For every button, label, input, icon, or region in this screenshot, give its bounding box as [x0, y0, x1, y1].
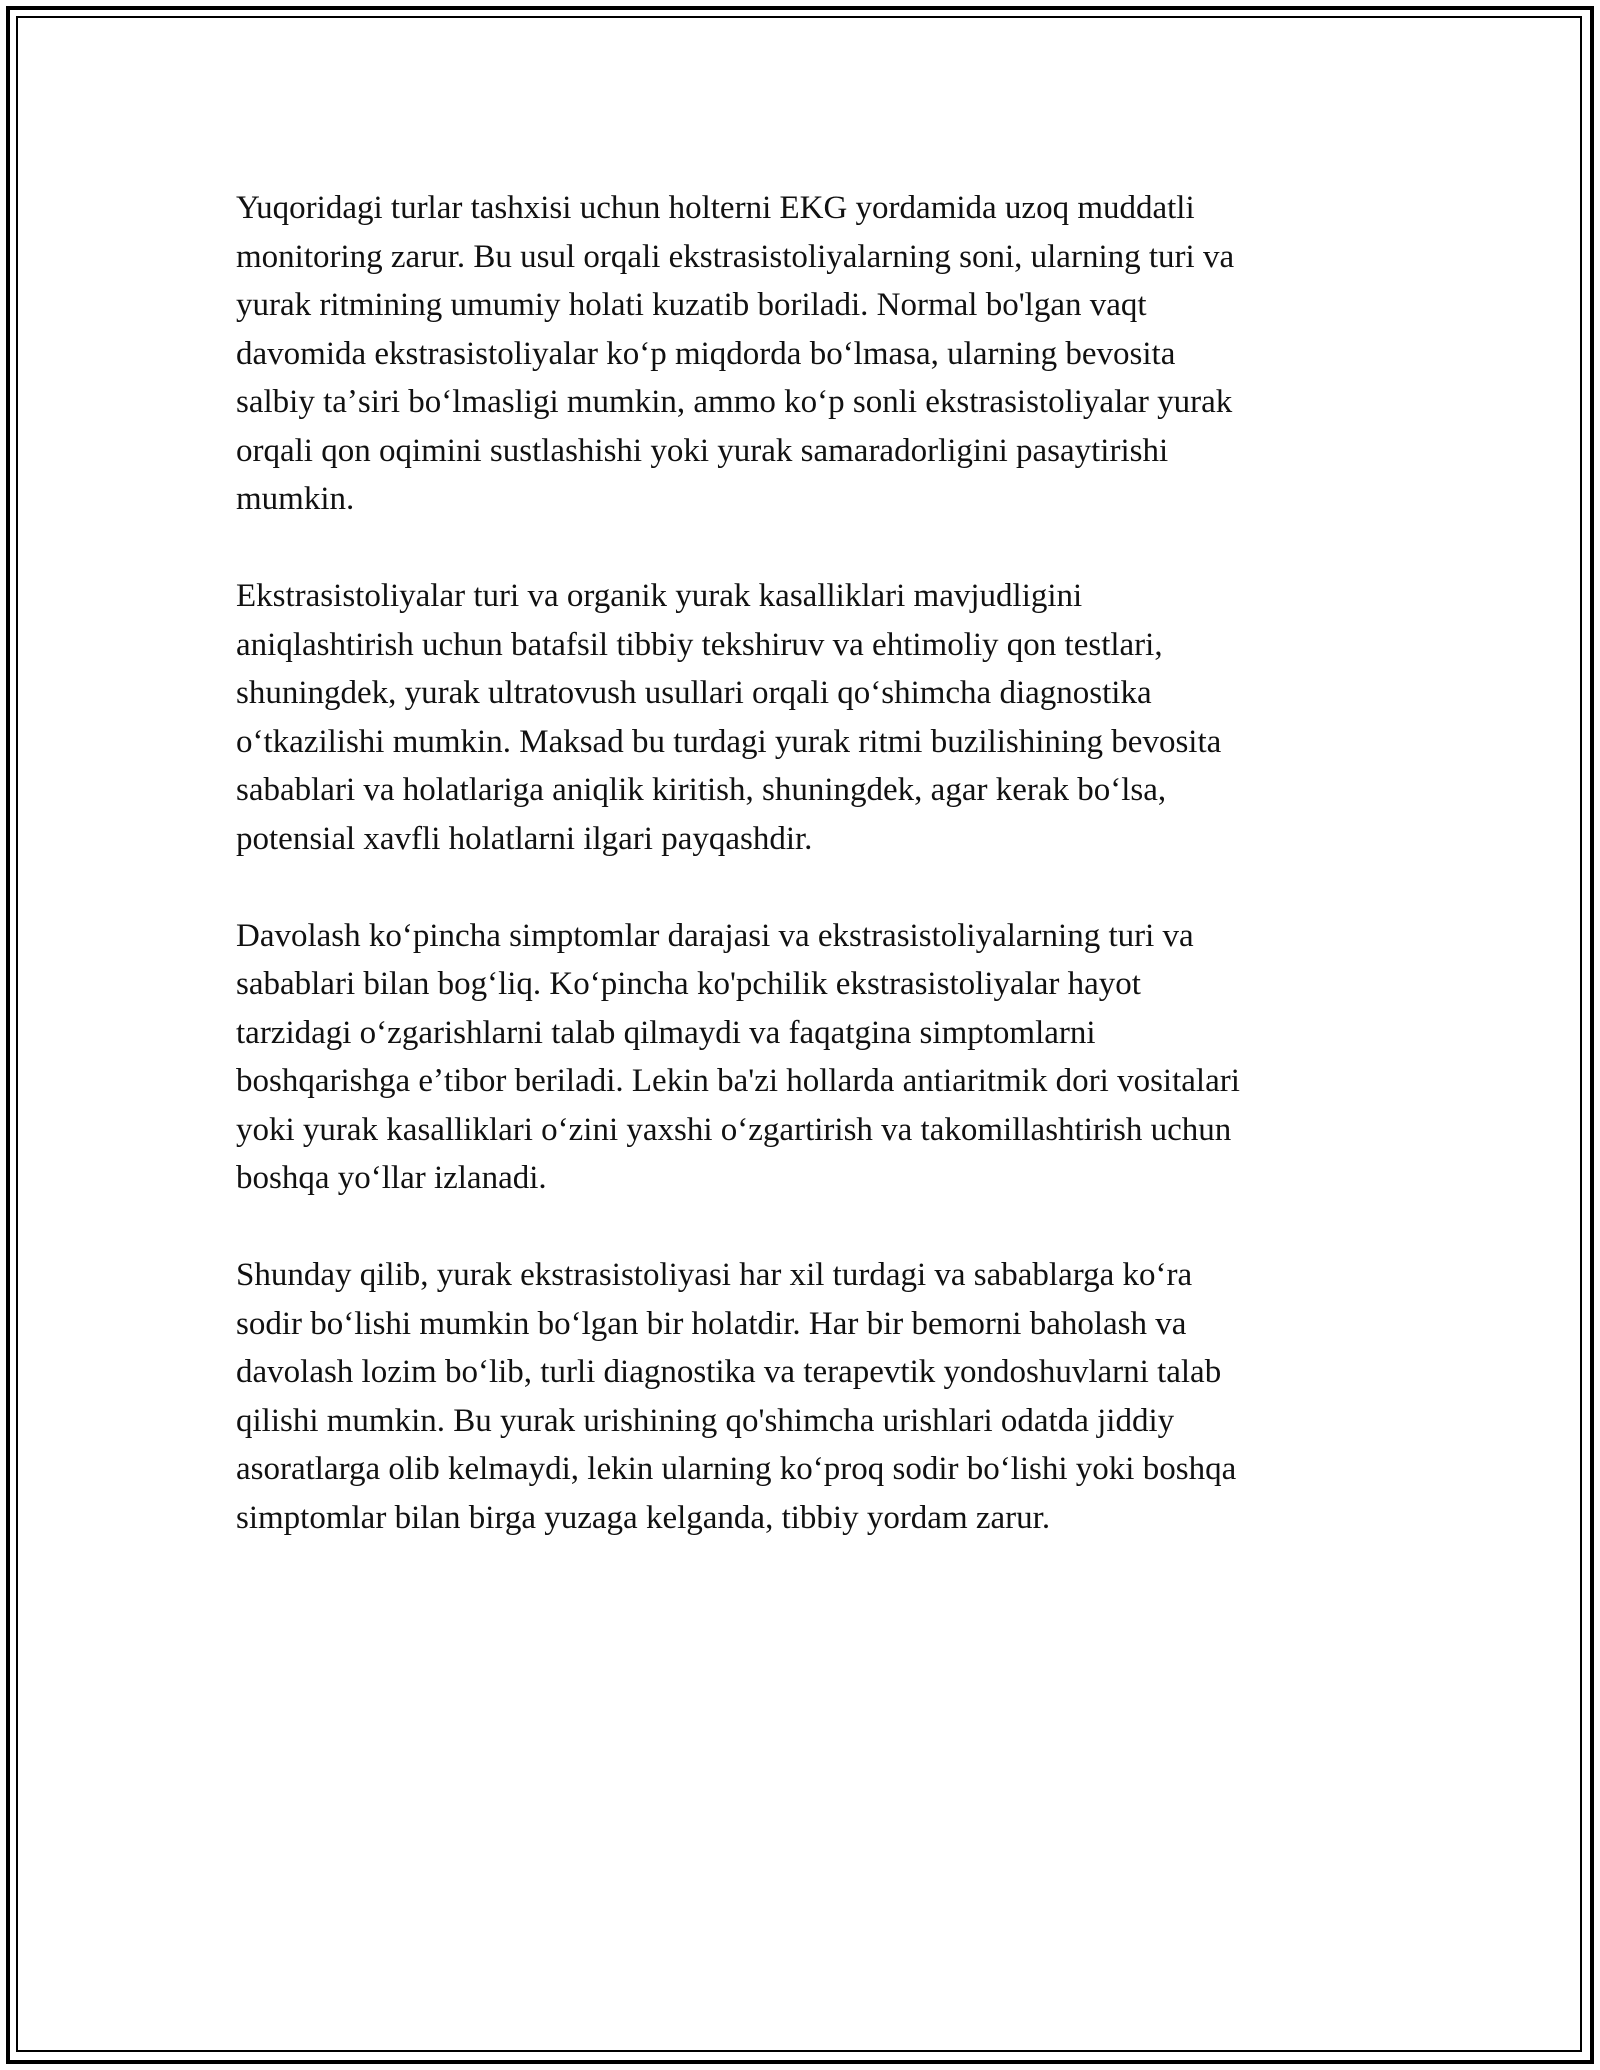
- text-line: oʻtkazilishi mumkin. Maksad bu turdagi yurak ritmi buzilishining bevosita: [236, 723, 1222, 760]
- text-line: boshqa yoʻllar izlanadi.: [236, 1160, 547, 1196]
- paragraph-2: [236, 572, 1366, 863]
- text-line: Shunday qilib, yurak ekstrasistoliyasi har xil turdagi va sabablarga koʻra: [236, 1257, 1193, 1293]
- text-line: qilishi mumkin. Bu yurak urishining qo'shimcha urishlari odatda jiddiy: [236, 1402, 1175, 1439]
- text-line: sabablari va holatlariga aniqlik kiritish, shuningdek, agar kerak boʻlsa,: [236, 772, 1167, 808]
- text-line: simptomlar bilan birga yuzaga kelganda, tibbiy yordam zarur.: [236, 1499, 1051, 1536]
- text-line: monitoring zarur. Bu usul orqali ekstrasistoliyalarning soni, ularning turi va: [236, 238, 1235, 275]
- paragraph-1: [236, 184, 1366, 524]
- text-line: boshqarishga eʼtibor beriladi. Lekin ba'zi hollarda antiaritmik dori vositalari: [236, 1063, 1240, 1099]
- document-body: [236, 184, 1366, 1591]
- text-line: orqali qon oqimini sustlashishi yoki yurak samaradorligini pasaytirishi: [236, 432, 1169, 469]
- text-line: sabablari bilan bogʻliq. Koʻpincha ko'pchilik ekstrasistoliyalar hayot: [236, 966, 1141, 1002]
- text-line: salbiy taʼsiri boʻlmasligi mumkin, ammo koʻp sonli ekstrasistoliyalar yurak: [236, 384, 1233, 420]
- text-line: Yuqoridagi turlar tashxisi uchun holterni EKG yordamida uzoq muddatli: [236, 190, 1195, 226]
- text-line: asoratlarga olib kelmaydi, lekin ularning koʻproq sodir boʻlishi yoki boshqa: [236, 1451, 1237, 1487]
- text-line: sodir boʻlishi mumkin boʻlgan bir holatdir. Har bir bemorni baholash va: [236, 1305, 1187, 1342]
- text-line: potensial xavfli holatlarni ilgari payqashdir.: [236, 820, 813, 857]
- text-line: Davolash koʻpincha simptomlar darajasi va ekstrasistoliyalarning turi va: [236, 917, 1194, 954]
- text-line: tarzidagi oʻzgarishlarni talab qilmaydi va faqatgina simptomlarni: [236, 1014, 1096, 1051]
- text-line: aniqlashtirish uchun batafsil tibbiy tekshiruv va ehtimoliy qon testlari,: [236, 626, 1163, 663]
- text-line: shuningdek, yurak ultratovush usullari orqali qoʻshimcha diagnostika: [236, 675, 1152, 711]
- text-line: Ekstrasistoliyalar turi va organik yurak kasalliklari mavjudligini: [236, 578, 1083, 614]
- text-line: mumkin.: [236, 481, 355, 517]
- paragraph-4: [236, 1251, 1366, 1542]
- text-line: yurak ritmining umumiy holati kuzatib boriladi. Normal bo'lgan vaqt: [236, 287, 1147, 323]
- paragraph-3: [236, 912, 1366, 1203]
- text-line: davomida ekstrasistoliyalar koʻp miqdorda boʻlmasa, ularning bevosita: [236, 335, 1176, 372]
- text-line: yoki yurak kasalliklari oʻzini yaxshi oʻzgartirish va takomillashtirish uchun: [236, 1111, 1232, 1148]
- text-line: davolash lozim boʻlib, turli diagnostika va terapevtik yondoshuvlarni talab: [236, 1354, 1222, 1390]
